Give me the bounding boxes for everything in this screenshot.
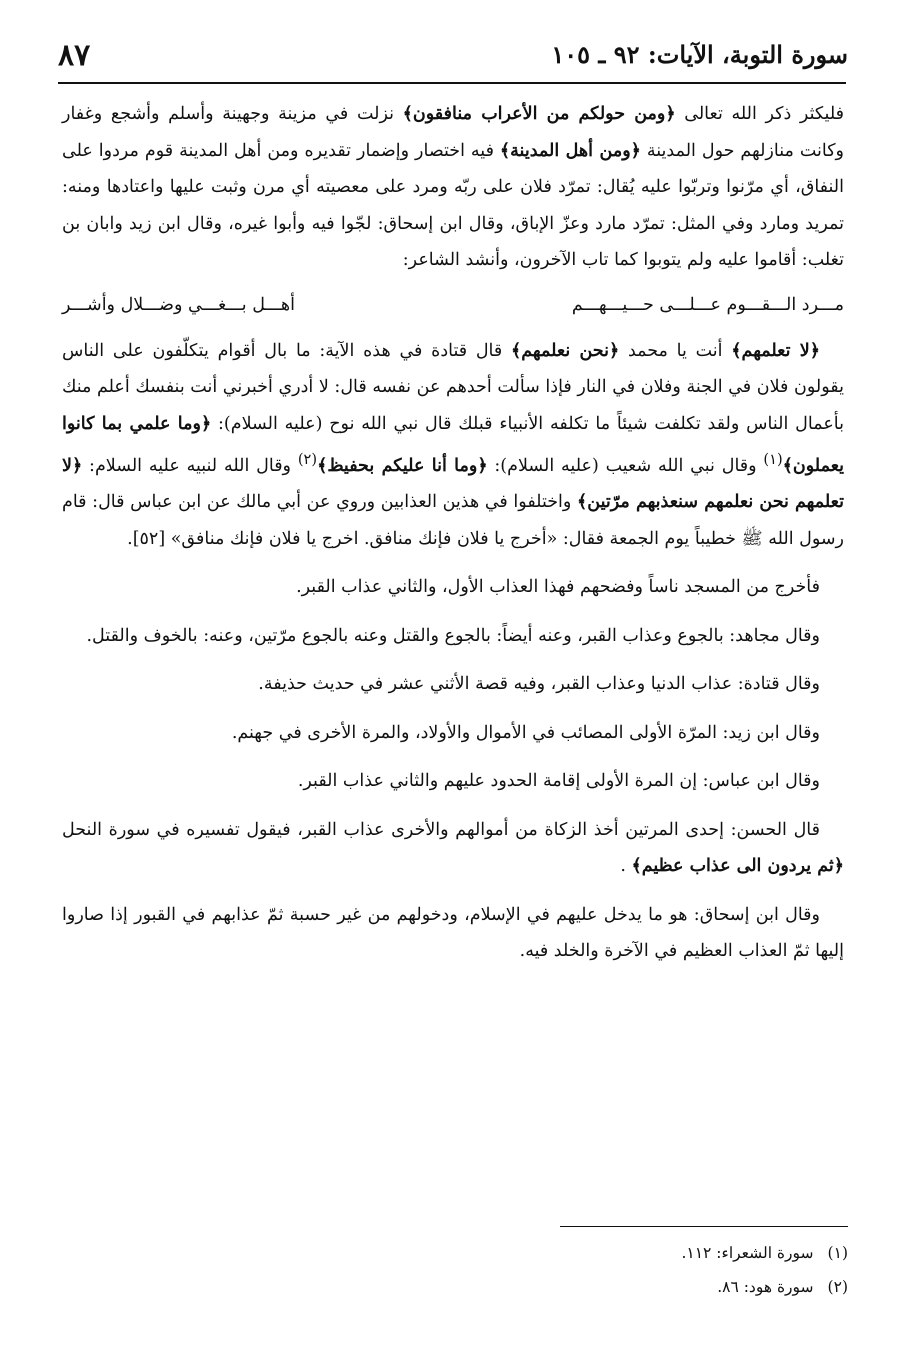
footnotes — [448, 1236, 848, 1304]
header-divider — [58, 82, 846, 84]
text-run: وقال الله لنبيه عليه السلام: — [82, 455, 298, 476]
quran-quote: ﴿ثم يردون الى عذاب عظيم﴾ — [631, 856, 844, 877]
page-body — [62, 96, 844, 970]
quran-quote: ﴿وما أنا عليكم بحفيظ﴾ — [317, 455, 488, 476]
text-run: واختلفوا في هذين العذابين وروي عن أبي مالك عن ابن عباس قال: قام رسول الله ﷺ خطيباً يوم الجمعة فقال: «أخرج يا فلان فإنك منافق. اخرج يا فلان فإنك منافق» [٥٢]. — [62, 492, 844, 549]
footnote-1 — [448, 1236, 848, 1270]
text-run: فليكثر ذكر الله تعالى — [675, 104, 844, 124]
verse-second-hemistich: أهـــل بـــغـــي وضـــلال وأشـــر — [62, 294, 295, 315]
text-run: أنت يا محمد — [619, 340, 732, 361]
footnote-ref-2: (٢) — [297, 451, 318, 468]
text-run: قال الحسن: إحدى المرتين أخذ الزكاة من أموالهم والأخرى عذاب القبر، فيقول تفسيره في سورة النحل — [62, 819, 820, 840]
paragraph-7: وقال ابن عباس: إن المرة الأولى إقامة الحدود عليهم والثاني عذاب القبر. — [297, 771, 820, 792]
verse-first-hemistich: مـــرد الـــقـــوم عـــلـــى حـــيـــهـــم — [571, 294, 844, 315]
paragraph-3: فأخرج من المسجد ناساً وفضحهم فهذا العذاب الأول، والثاني عذاب القبر. — [296, 577, 820, 598]
poetry-verse — [62, 287, 844, 323]
footnote-text: سورة هود: ٨٦. — [717, 1278, 814, 1296]
quran-quote: ﴿ومن أهل المدينة﴾ — [499, 140, 641, 161]
paragraph-2 — [62, 333, 844, 558]
paragraph-5: وقال قتادة: عذاب الدنيا وعذاب القبر، وفيه قصة الأثني عشر في حديث حذيفة. — [258, 674, 820, 695]
footnote-number: (٢) — [827, 1278, 848, 1296]
footnote-2 — [448, 1270, 848, 1304]
text-run: . — [620, 856, 632, 877]
page-header-title: سورة التوبة، الآيات: ٩٢ ـ ١٠٥ — [551, 40, 848, 69]
footnote-ref-1: (١) — [763, 451, 783, 468]
text-run: فيه اختصار وإضمار تقديره ومن أهل المدينة قوم مردوا على النفاق، أي مرّنوا وتربّوا عليه يُقال: تمرّد فلان على ربّه ومرد على معصيته أي مرن وثبت عليها واعتادها ومنه: تمريد ومارد وفي المثل: تمرّد مارد وعزّ الإباق، وقال ابن إسحاق: لجّوا فيه وأبوا غيره، وقال ابن زيد وابان بن تغلب: أقاموا عليه ولم يتوبوا كما تاب الآخرون، وأنشد الشاعر: — [62, 140, 844, 270]
quran-quote: ﴿وما علمي بما كانوا يعملون﴾ — [62, 413, 845, 476]
text-run: وقال نبي الله شعيب (عليه السلام): — [487, 455, 764, 476]
paragraph-6: وقال ابن زيد: المرّة الأولى المصائب في الأموال والأولاد، والمرة الأخرى في جهنم. — [231, 722, 820, 743]
quran-quote: ﴿ومن حولكم من الأعراب منافقون﴾ — [402, 104, 676, 124]
text-run: نزلت في مزينة وجهينة وأسلم وأشجع وغفار وكانت منازلهم حول المدينة — [62, 104, 844, 161]
quran-quote: ﴿نحن نعلمهم﴾ — [511, 340, 620, 361]
footnote-divider — [560, 1226, 848, 1227]
paragraph-1 — [62, 96, 844, 279]
paragraph-8 — [62, 812, 844, 885]
page-number: ٨٧ — [58, 38, 91, 73]
footnote-text: سورة الشعراء: ١١٢. — [681, 1244, 814, 1262]
quran-quote: ﴿لا تعلمهم نحن نعلمهم سنعذبهم مرّتين﴾ — [62, 455, 844, 513]
quran-quote: ﴿لا تعلمهم﴾ — [731, 340, 820, 361]
text-run: قال قتادة في هذه الآية: ما بال أقوام يتكلّفون على الناس يقولون فلان في الجنة وفلان في النار فإذا سألت أحدهم عن نفسه قال: لا أدري أخبرني أنت بنفسك أعلم منك بأعمال الناس ولقد تكلفت شيئاً ما تكلفه الأنبياء قبلك قال نبي الله نوح (عليه السلام): — [62, 340, 844, 434]
paragraph-9: وقال ابن إسحاق: هو ما يدخل عليهم في الإسلام، ودخولهم من غير حسبة ثمّ عذابهم في القبور إذا صاروا إليها ثمّ العذاب العظيم في الآخرة والخلد فيه. — [62, 904, 844, 962]
paragraph-4: وقال مجاهد: بالجوع وعذاب القبر، وعنه أيضاً: بالجوع والقتل وعنه بالجوع مرّتين، وعنه: بالخوف والقتل. — [86, 625, 820, 646]
footnote-number: (١) — [827, 1244, 848, 1262]
